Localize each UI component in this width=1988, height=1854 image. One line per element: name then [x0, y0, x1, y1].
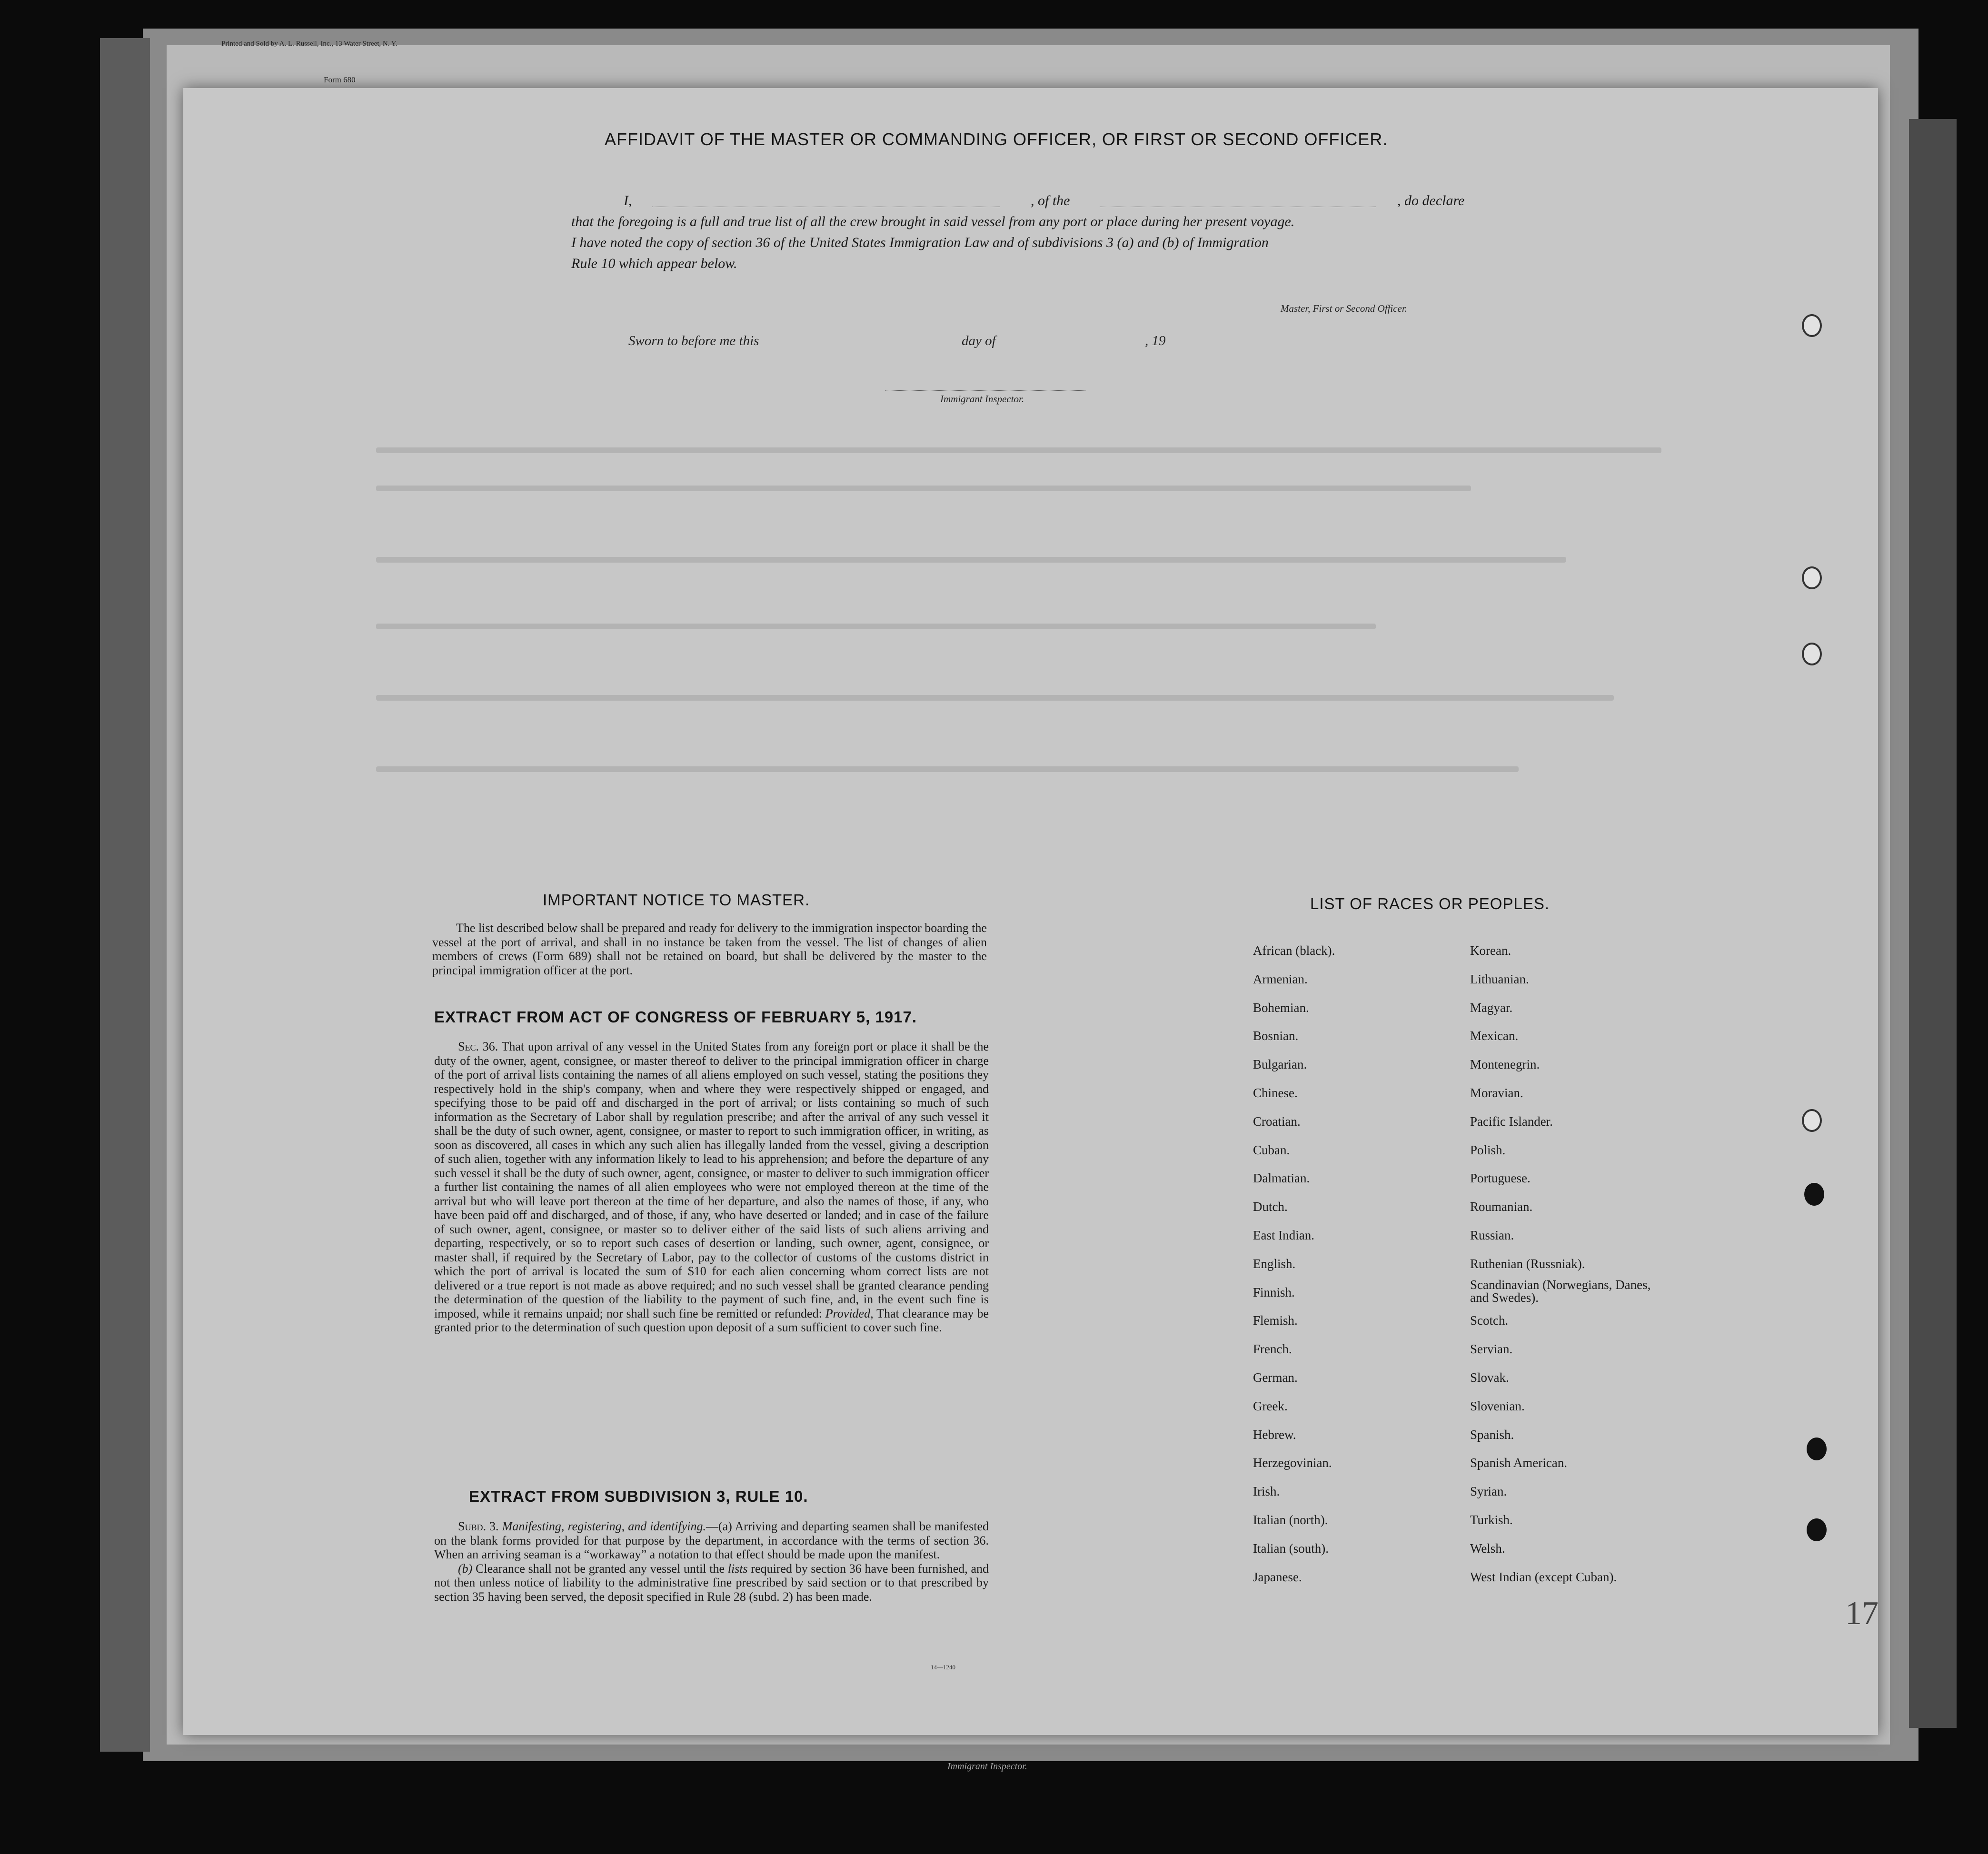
clause-a-text: Arriving and departing seamen shall be manifested on the blank forms provided for that purpose by the department, in accordance with the terms of section 36. When an arriving seaman is a “workaway” a notation to that effect should be made upon the manifest.	[434, 1519, 989, 1561]
declaration-line-4: Rule 10 which appear below.	[571, 256, 737, 271]
binding-strip-right	[1909, 119, 1957, 1728]
race-item: Herzegovinian.	[1253, 1456, 1332, 1470]
race-item: Chinese.	[1253, 1085, 1298, 1100]
punch-hole	[1804, 1183, 1824, 1206]
race-item: African (black).	[1253, 943, 1335, 958]
section-36-text	[434, 1040, 989, 1335]
punch-hole	[1802, 566, 1822, 589]
races-list-right	[1470, 937, 1670, 1591]
race-item: Scandinavian (Norwegians, Danes, and Swedes).	[1470, 1277, 1651, 1305]
officer-name-field[interactable]	[652, 190, 1000, 207]
section-body-end: That clearance may be granted prior to the determination of such question upon deposit of a sum sufficient to cover such fine.	[434, 1306, 989, 1334]
clause-b-text-1: Clearance shall not be granted any vessel until the	[476, 1561, 725, 1576]
bleed-through-row	[376, 695, 1614, 701]
race-item: Russian.	[1470, 1228, 1514, 1242]
race-item: Korean.	[1470, 943, 1511, 958]
race-item: Spanish American.	[1470, 1456, 1567, 1470]
race-item: Dutch.	[1253, 1200, 1288, 1214]
race-item: Cuban.	[1253, 1142, 1290, 1157]
sworn-label: Sworn to before me this	[628, 333, 759, 348]
year-label: , 19	[1145, 333, 1166, 348]
race-item: Slovenian.	[1470, 1398, 1525, 1413]
clause-a-label: —(a)	[706, 1519, 732, 1533]
form-label: Form 680	[324, 75, 356, 84]
races-title: LIST OF RACES OR PEOPLES.	[1310, 895, 1550, 912]
notice-body: The list described below shall be prepared and ready for delivery to the immigration inspector boarding the vessel at the port of arrival, and shall in no instance be taken from the vessel. The list of changes of alien members of crews (Form 689) shall not be retained on board, but shall be delivered by the master to the principal immigration officer at the port.	[432, 921, 987, 977]
race-item: Mexican.	[1470, 1029, 1519, 1043]
race-item: Scotch.	[1470, 1313, 1509, 1328]
race-item: Portuguese.	[1470, 1171, 1531, 1186]
notice-text	[432, 921, 987, 977]
section-label: Sec. 36.	[458, 1040, 498, 1053]
race-item: West Indian (except Cuban).	[1470, 1569, 1617, 1584]
rule-10-text	[434, 1519, 989, 1604]
declaration-of-the: , of the	[1031, 193, 1070, 208]
inspector-label: Immigrant Inspector.	[940, 393, 1024, 405]
binding-strip-left	[100, 38, 150, 1752]
race-item: Ruthenian (Russniak).	[1470, 1256, 1585, 1271]
race-item: Pacific Islander.	[1470, 1114, 1553, 1129]
bleed-through-row	[376, 624, 1376, 629]
extract-rule-title: EXTRACT FROM SUBDIVISION 3, RULE 10.	[469, 1487, 808, 1505]
notice-title: IMPORTANT NOTICE TO MASTER.	[543, 891, 810, 909]
race-item: Finnish.	[1253, 1285, 1295, 1299]
race-item: Magyar.	[1470, 1000, 1513, 1015]
race-item: Roumanian.	[1470, 1200, 1533, 1214]
race-item: Moravian.	[1470, 1085, 1523, 1100]
race-item: Croatian.	[1253, 1114, 1301, 1129]
race-item: Polish.	[1470, 1142, 1506, 1157]
races-list-left	[1253, 937, 1335, 1591]
bleed-through-row	[376, 557, 1566, 563]
inspector-signature-line[interactable]	[885, 390, 1085, 391]
bleed-through-row	[376, 486, 1471, 491]
punch-hole	[1807, 1518, 1827, 1541]
declaration-text	[571, 190, 1504, 274]
race-item: Italian (south).	[1253, 1541, 1329, 1556]
punch-hole	[1802, 643, 1822, 665]
clause-b-label: (b)	[458, 1561, 473, 1576]
race-item: Servian.	[1470, 1342, 1513, 1357]
race-item: Flemish.	[1253, 1313, 1298, 1328]
subd-label: Subd. 3.	[458, 1519, 499, 1533]
race-item: Syrian.	[1470, 1484, 1507, 1499]
race-item: French.	[1253, 1342, 1292, 1357]
race-item: Lithuanian.	[1470, 972, 1529, 986]
declaration-line-2: that the foregoing is a full and true list of all the crew brought in said vessel from any port or place during her present voyage.	[571, 214, 1295, 229]
declaration-do-declare: , do declare	[1397, 193, 1465, 208]
punch-hole	[1802, 1109, 1822, 1132]
race-item: Armenian.	[1253, 972, 1308, 986]
extract-act-title: EXTRACT FROM ACT OF CONGRESS OF FEBRUARY 5, 1917.	[434, 1008, 917, 1026]
day-of-label: day of	[962, 333, 996, 348]
punch-hole	[1802, 314, 1822, 337]
race-item: East Indian.	[1253, 1228, 1314, 1242]
race-item: Bohemian.	[1253, 1000, 1309, 1015]
race-item: Bulgarian.	[1253, 1057, 1307, 1072]
bleed-through-row	[376, 447, 1661, 453]
race-item: Dalmatian.	[1253, 1171, 1310, 1186]
race-item: Montenegrin.	[1470, 1057, 1540, 1072]
subd-heading: Manifesting, registering, and identifying.	[502, 1519, 706, 1533]
race-item: Spanish.	[1470, 1427, 1514, 1442]
race-item: Italian (north).	[1253, 1512, 1328, 1527]
race-item: German.	[1253, 1370, 1298, 1385]
declaration-pronoun: I,	[624, 193, 632, 208]
signature-label: Master, First or Second Officer.	[1281, 303, 1407, 314]
bleed-through-row	[376, 766, 1519, 772]
bottom-inspector-label: Immigrant Inspector.	[947, 1761, 1027, 1772]
race-item: English.	[1253, 1256, 1296, 1271]
race-item: Greek.	[1253, 1398, 1288, 1413]
section-body: That upon arrival of any vessel in the United States from any foreign port or place it shall be the duty of the owner, agent, consignee, or master thereof to deliver to the principal immigration officer in charge of the port of arrival lists containing the names of all aliens employed on such vessel, stating the positions they respectively hold in the ship's company, when and where they were respectively shipped or engaged, and specifying those to be paid off and discharged in the port of arrival; or lists containing so much of such information as the Secretary of Labor shall by regulation prescribe; and after the arrival of any such vessel it shall be the duty of such owner, agent, consignee, or master to report to such immigration officer, in writing, as soon as discovered, all cases in which any such alien has illegally landed from the vessel, giving a description of such alien, together with any information likely to lead to his apprehension; and before the departure of any such vessel it shall be the duty of such owner, agent, consignee, or master to deliver to such immigration officer a further list containing the names of all alien employees who were not employed thereon at the time of the arrival but who will leave port thereon at the time of her departure, and also the names of those, if any, who have been paid off and discharged, and of those, if any, who have deserted or landed; and in case of the failure of such owner, agent, consignee, or master so to deliver either of the said lists of such aliens arriving and departing, respectively, or so to report such cases of desertion or landing, such owner, agent, consignee, or master shall, if required by the Secretary of Labor, pay to the collector of customs of the customs district in which the port of arrival is located the sum of $10 for each alien concerning whom correct lists are not delivered or a true report is not made as above required; and no such vessel shall be granted clearance pending the determination of the question of the liability to the payment of such fine, and, in the event such fine is imposed, while it remains unpaid; nor shall such fine be remitted or refunded:	[434, 1040, 989, 1320]
vessel-name-field[interactable]	[1100, 190, 1376, 207]
race-item: Hebrew.	[1253, 1427, 1296, 1442]
race-item: Bosnian.	[1253, 1029, 1299, 1043]
printer-imprint: Printed and Sold by A. L. Russell, Inc., 13 Water Street, N. Y.	[221, 40, 398, 48]
clause-b-lists: lists	[727, 1561, 748, 1576]
race-item: Turkish.	[1470, 1512, 1513, 1527]
punch-hole	[1807, 1438, 1827, 1460]
form-number: 14—1240	[931, 1664, 955, 1671]
race-item: Irish.	[1253, 1484, 1280, 1499]
affidavit-title: AFFIDAVIT OF THE MASTER OR COMMANDING OFFICER, OR FIRST OR SECOND OFFICER.	[605, 129, 1388, 149]
declaration-line-3: I have noted the copy of section 36 of the United States Immigration Law and of subdivisions 3 (a) and (b) of Immigration	[571, 235, 1269, 250]
clause-b-text-2: required by section 36 have been furnished, and not then unless notice of liability to the administrative fine prescribed by said section or to that prescribed by section 35 having been served, the deposit specified in Rule 28 (subd. 2) has been made.	[434, 1561, 989, 1604]
corner-page-number: 17	[1845, 1595, 1879, 1632]
race-item: Japanese.	[1253, 1569, 1302, 1584]
race-item: Welsh.	[1470, 1541, 1505, 1556]
race-item: Slovak.	[1470, 1370, 1509, 1385]
provided-word: Provided,	[825, 1306, 874, 1320]
